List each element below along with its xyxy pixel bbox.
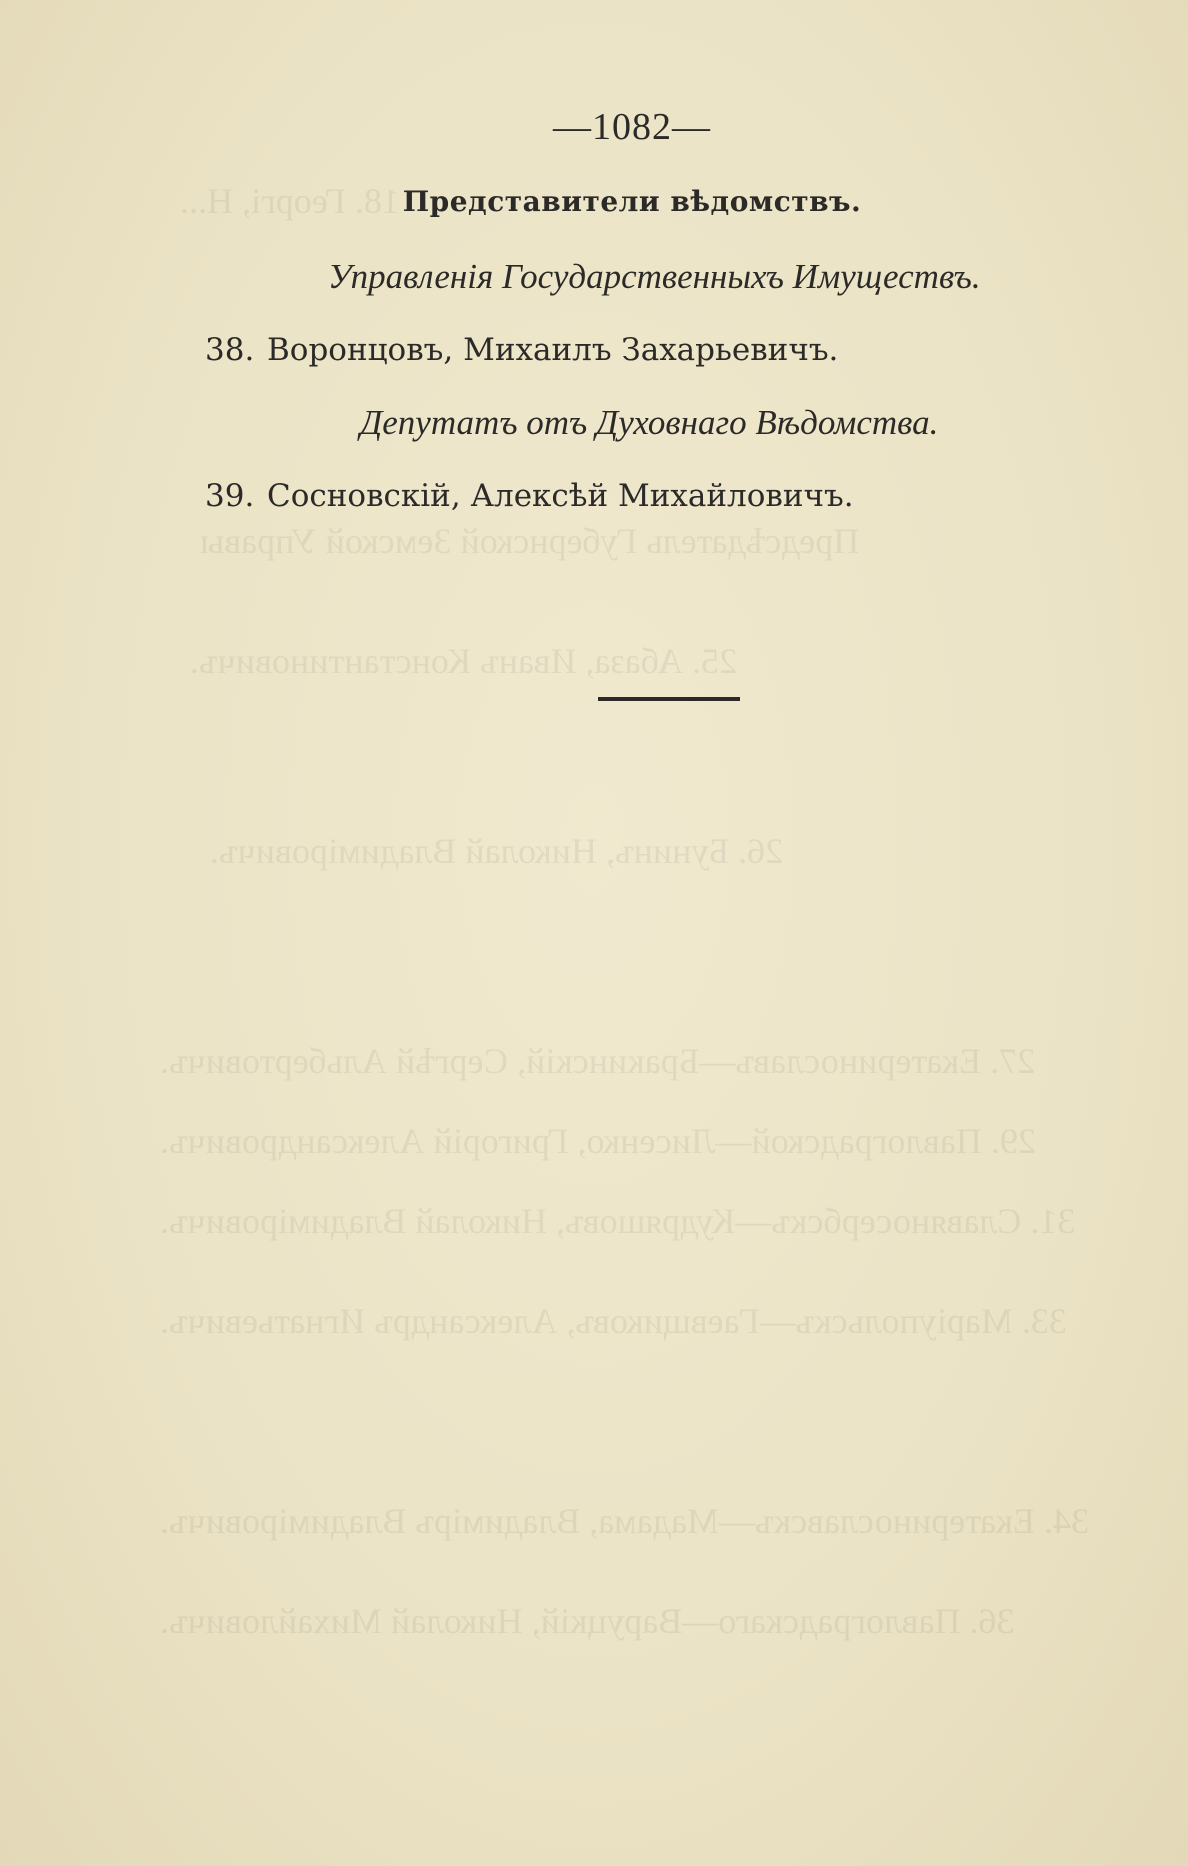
list-entry (205, 332, 838, 368)
bleed-through-text: 36. Павлоградскаго—Варуцкій, Николай Михайловичъ. (160, 1601, 1015, 1641)
bleed-through-text: 31. Славяносербскъ—Кудряшовъ, Николай Владиміровичъ. (160, 1201, 1076, 1241)
bleed-through-text: 33. Маріупольскъ—Гаевщиковъ, Александръ Игнатьевичъ. (160, 1301, 1067, 1341)
bleed-through-text: 29. Павлоградской—Лисенко, Григорій Александровичъ. (160, 1121, 1036, 1161)
bleed-through-text: 27. Екатеринославъ—Бракинскій, Сергѣй Альбертовичъ. (160, 1041, 1036, 1081)
bleed-through-text: 25. Абаза, Иванъ Константиновичъ. (190, 641, 738, 681)
entry-name: Сосновскій, Алексѣй Михайловичъ. (267, 478, 854, 514)
bleed-through-text: 26. Бунинъ, Николай Владиміровичъ. (210, 831, 784, 871)
section-heading: Представители вѣдомствъ. (402, 185, 862, 218)
bleed-through-text: Предсѣдатель Губернской Земской Управы (200, 521, 860, 561)
subheading-state-property: Управленія Государственныхъ Имуществъ. (328, 257, 981, 296)
entry-number: 39. (205, 478, 255, 514)
bleed-through-text: 34. Екатеринославскъ—Мадама, Владиміръ Владиміровичъ. (160, 1501, 1089, 1541)
bleed-through-text: 18. Георгі, Н... (180, 181, 400, 221)
horizontal-rule (598, 697, 740, 701)
page-number: —1082— (553, 106, 711, 148)
entry-number: 38. (205, 332, 255, 368)
list-entry (205, 478, 854, 514)
subheading-spiritual-deputy: Депутатъ отъ Духовнаго Вѣдомства. (360, 403, 939, 442)
entry-name: Воронцовъ, Михаилъ Захарьевичъ. (267, 332, 839, 368)
